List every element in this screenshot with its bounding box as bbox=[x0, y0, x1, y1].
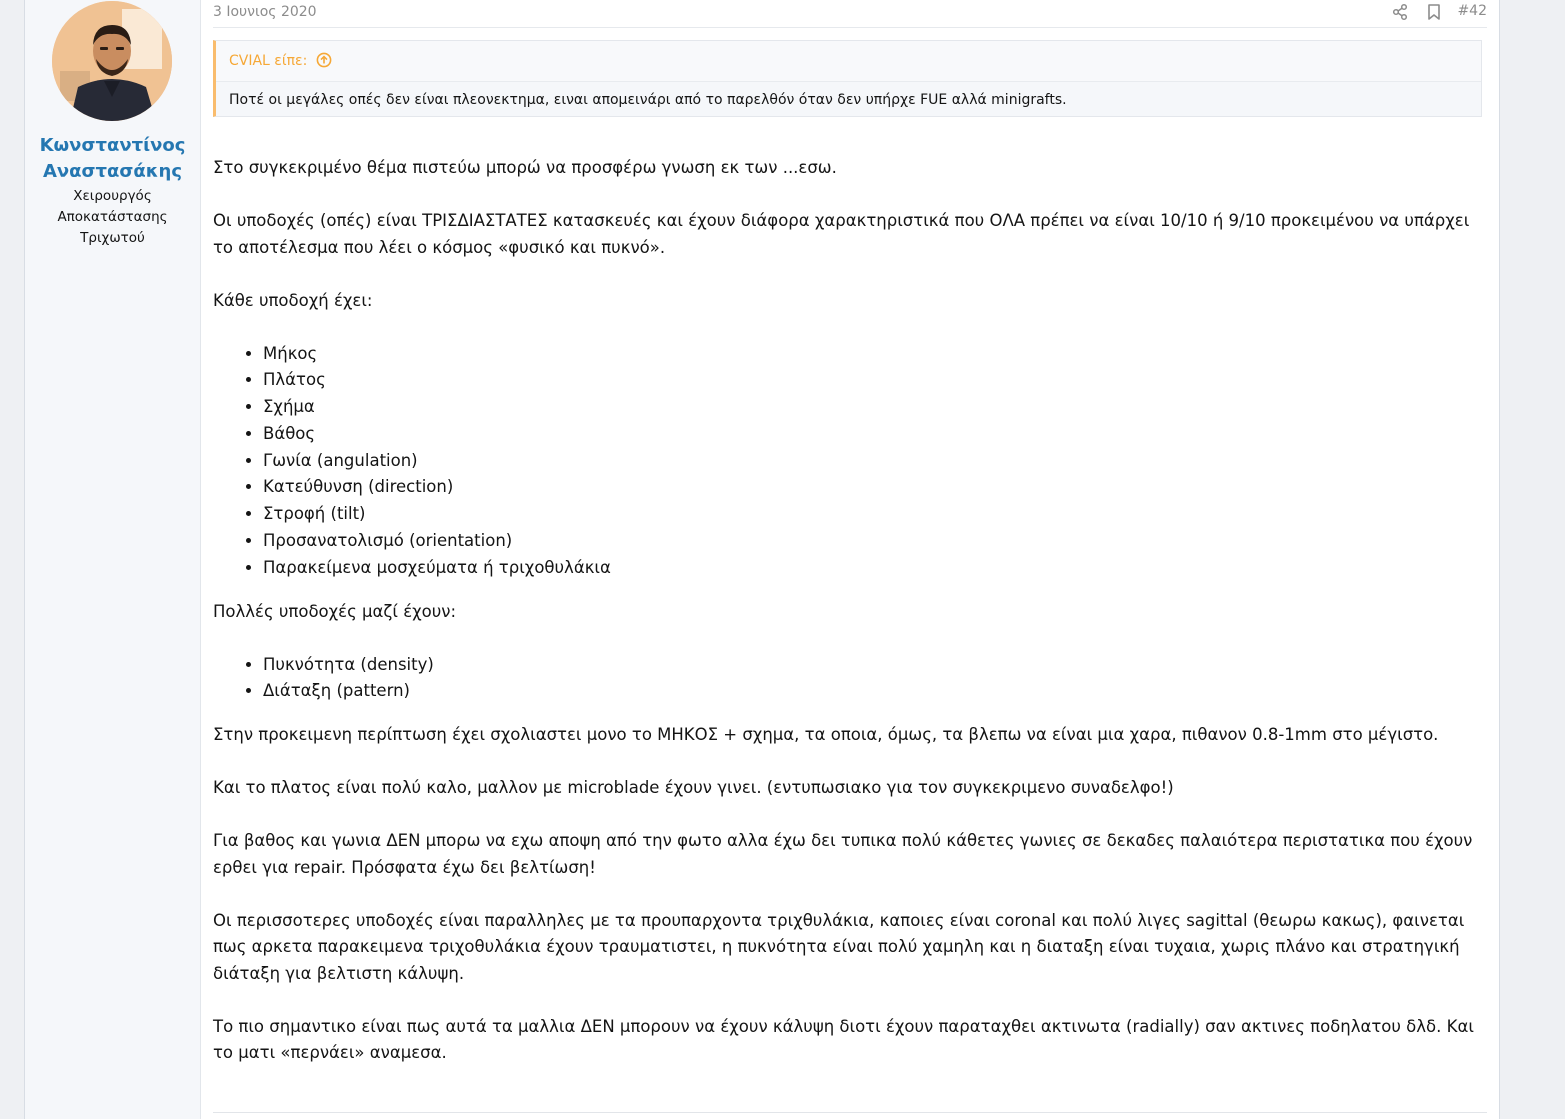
avatar-photo bbox=[52, 1, 172, 121]
user-sidebar bbox=[25, 0, 201, 1119]
forum-post bbox=[24, 0, 1500, 1119]
bookmark-icon[interactable] bbox=[1425, 3, 1443, 21]
user-title-line-3: Τριχωτού bbox=[80, 230, 145, 246]
paragraph-9: Το πιο σημαντικο είναι πως αυτά τα μαλλια ΔΕΝ μπορουν να έχουν κάλυψη διοτι έχουν παραταχθει ακτινωτα (radially) σαν ακτινες ποδηλατου δλδ. Και το ματι «περνάει» αναμεσα. bbox=[213, 1016, 1474, 1063]
avatar[interactable] bbox=[52, 1, 172, 121]
post-date[interactable]: 3 Ιουνιος 2020 bbox=[213, 4, 317, 20]
paragraph-7: Για βαθος και γωνια ΔΕΝ μπορω να εχω αποψη από την φωτο αλλα έχω δει τυπικα πολύ κάθετες γωνιες σε δεκαδες παλαιότερα περιστατικα που έχουν ερθει για repair. Πρόσφατα έχω δει βελτίωση! bbox=[213, 831, 1473, 877]
username-link[interactable] bbox=[25, 133, 200, 185]
username-line-1: Κωνσταντίνος bbox=[39, 135, 186, 156]
paragraph-3: Κάθε υποδοχή έχει: bbox=[213, 290, 373, 310]
user-title-line-1: Χειρουργός bbox=[73, 188, 152, 204]
list-item: • Κατεύθυνση (direction) bbox=[263, 474, 1487, 501]
list-item: • Στροφή (tilt) bbox=[263, 501, 1487, 528]
list-item: • Βάθος bbox=[263, 421, 1487, 448]
paragraph-6: Και το πλατος είναι πολύ καλο, μαλλον με microblade έχουν γινει. (εντυπωσιακο για τον συγκεκριμενο συναδελφο!) bbox=[213, 778, 1174, 798]
share-icon[interactable] bbox=[1391, 3, 1409, 21]
list-item: • Σχήμα bbox=[263, 394, 1487, 421]
list-hole-properties bbox=[213, 341, 1487, 582]
post-content bbox=[213, 155, 1487, 1093]
post-footer-divider bbox=[213, 1112, 1487, 1113]
post-main bbox=[213, 0, 1487, 1119]
list-item: • Παρακείμενα μοσχεύματα ή τριχοθυλάκια bbox=[263, 555, 1487, 582]
list-group-properties bbox=[213, 652, 1487, 706]
list-item: • Μήκος bbox=[263, 341, 1487, 368]
user-title bbox=[35, 186, 190, 249]
paragraph-2: Οι υποδοχές (οπές) είναι ΤΡΙΣΔΙΑΣΤΑΤΕΣ κατασκευές και έχουν διάφορα χαρακτηριστικά που ΟΛΑ πρέπει να είναι 10/10 ή 9/10 προκειμένου να υπάρχει το αποτέλεσμα που λέει ο κόσμος «φυσικό και πυκνό». bbox=[213, 211, 1470, 257]
quote-header bbox=[216, 41, 1481, 82]
quote-author[interactable]: CVIAL είπε: bbox=[229, 53, 308, 69]
username-line-2: Αναστασάκης bbox=[42, 161, 183, 182]
quote-text: Ποτέ οι μεγάλες οπές δεν είναι πλεονεκτημα, ειναι απομεινάρι από το παρελθόν όταν δεν υπήρχε FUE αλλά minigrafts. bbox=[229, 92, 1067, 108]
paragraph-5: Στην προκειμενη περίπτωση έχει σχολιαστει μονο το ΜΗΚΟΣ + σχημα, τα οποια, όμως, τα βλεπω να είναι μια χαρα, πιθανον 0.8-1mm στο μέγιστο. bbox=[213, 725, 1439, 745]
paragraph-4: Πολλές υποδοχές μαζί έχουν: bbox=[213, 601, 457, 621]
list-item: • Πλάτος bbox=[263, 367, 1487, 394]
paragraph-8: Οι περισσοτερες υποδοχές είναι παραλληλες με τα προυπαρχοντα τριχθυλάκια, καποιες είναι coronal και πολύ λιγες sagittal (θεωρω κακως), φαινεται πως αρκετα παρακειμενα τριχοθυλάκια έχουν τραυματιστει, η πυκνότητα είναι πολύ χαμηλη και η διαταξη είναι τυχαια, χωρις πλάνο και στρατηγική διάταξη για βελτιστη κάλυψη. bbox=[213, 910, 1465, 983]
arrow-up-circle-icon[interactable] bbox=[316, 52, 332, 68]
user-title-line-2: Αποκατάστασης bbox=[57, 209, 168, 225]
post-number[interactable]: #42 bbox=[1457, 3, 1487, 19]
list-item: • Γωνία (angulation) bbox=[263, 448, 1487, 475]
post-header bbox=[213, 0, 1487, 28]
list-item: • Πυκνότητα (density) bbox=[263, 652, 1487, 679]
quote-block bbox=[213, 40, 1482, 117]
list-item: • Προσανατολισμό (orientation) bbox=[263, 528, 1487, 555]
list-item: • Διάταξη (pattern) bbox=[263, 678, 1487, 705]
paragraph-1: Στο συγκεκριμένο θέμα πιστεύω μπορώ να προσφέρω γνωση εκ των ...εσω. bbox=[213, 158, 837, 177]
